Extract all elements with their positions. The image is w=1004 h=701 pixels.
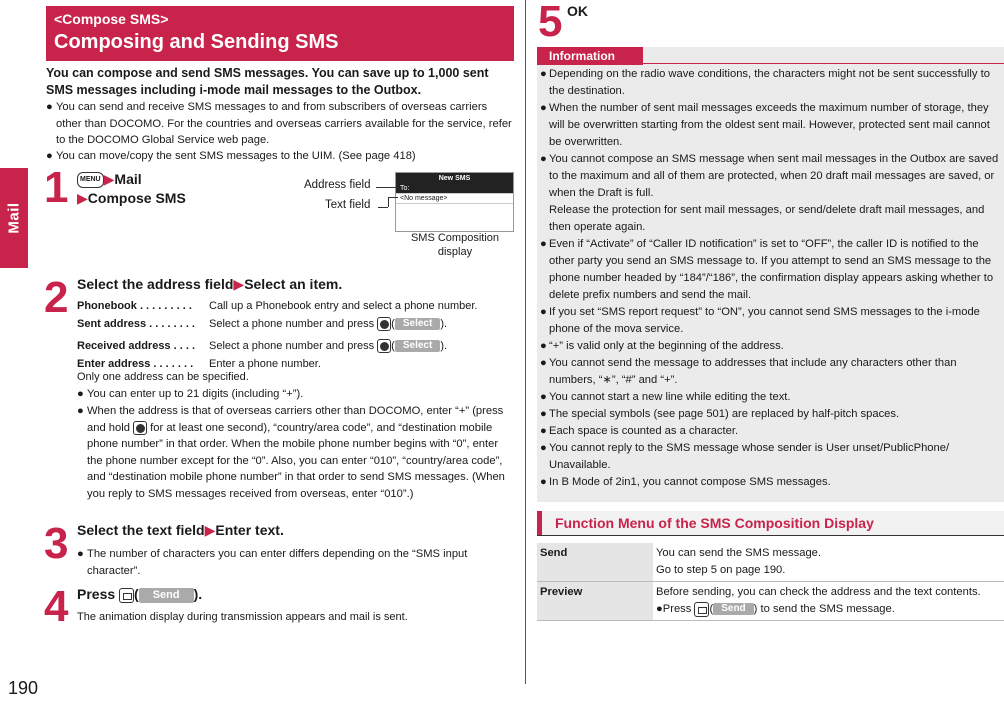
step-4-title-text: Press [77,586,116,602]
step-2-title-b: Select an item. [244,276,343,292]
bullet-icon: ● [540,425,547,437]
bullet-icon: ● [77,388,84,400]
info-item [540,151,1002,236]
intro-bullet [46,148,514,165]
table-row [537,543,1004,582]
information-label: Information [537,47,643,65]
column-divider [525,0,526,684]
address-field[interactable]: To: [396,184,513,194]
step-5-title: OK [567,3,588,19]
bullet-text: The number of characters you can enter differs depending on the “SMS input character”. [87,548,468,577]
info-text: If you set “SMS report request” to “ON”, you cannot send SMS messages to the i-mode phone of the mova service. [549,306,980,335]
info-text: Even if “Activate” of “Caller ID notification” is set to “OFF”, the caller ID is notified to the other party you send an SMS message to. If you attempt to send an SMS message to the phone number headed by “184”/“186”, the confirmation display appears asking whether to delete prefix numbers and send the mail. [549,238,994,301]
info-text: You cannot send the message to addresses that include any characters other than numbers, “∗”, “#” and “+”. [549,357,957,386]
section-subtitle: <Compose SMS> [54,11,169,27]
zero-key-icon [133,421,147,435]
section-tab-label: Mail [5,202,23,234]
menu-key-send: Send [537,543,653,582]
def-leader: . . . . . . . . [146,318,195,330]
def-received-address: Received address . . . . Select a phone number and press ( Select ). [77,340,448,352]
info-item [540,423,1002,440]
def-leader: . . . . . . . [150,358,194,370]
def-phonebook [77,297,477,315]
arrow-icon: ▶ [77,190,88,206]
def-term: Phonebook [77,300,137,312]
info-text: In B Mode of 2in1, you cannot compose SMS messages. [549,476,831,488]
section-tab-mail [0,168,28,268]
bullet-icon: ● [540,476,547,488]
callout-line [376,187,398,188]
info-item [540,406,1002,423]
address-field-label: Address field [304,179,371,191]
def-term: Enter address [77,358,151,370]
menu-desc-text: Before sending, you can check the address and the text contents. [656,586,981,598]
menu-desc-preview: Before sending, you can check the address and the text contents. ●Press ( Send ) to send the SMS message. [653,582,1004,621]
section-title: Composing and Sending SMS [54,31,339,53]
bullet-icon: ● [540,238,547,250]
sms-composition-screen [395,172,514,232]
step-4-title: Press ( Send ). [77,586,203,602]
arrow-icon: ▶ [103,171,115,187]
info-text: “+” is valid only at the beginning of the address. [549,340,784,352]
menu-desc-text: Press [662,603,692,615]
bullet-icon: ● [540,391,547,403]
callout-line [388,197,389,207]
step-2-title-a: Select the address field [77,276,234,292]
mail-key-icon [694,602,709,617]
section-header [46,6,514,61]
select-softkey: Select [395,318,440,330]
step-2-note: Only one address can be specified. [77,371,249,383]
definition-list [77,297,477,373]
bullet-text: When the address is that of overseas carriers other than DOCOMO, enter “+” (press and hold [87,405,504,434]
def-desc: Select a phone number and press [209,318,375,330]
menu-desc-text: Go to step 5 on page 190. [656,564,786,576]
text-field[interactable]: <No message> [396,194,513,204]
step-3-bullet [77,546,514,579]
info-item [540,440,1002,474]
info-item [540,474,1002,491]
bullet-icon: ● [46,101,53,113]
step-number: 2 [44,273,69,322]
bullet-text: for at least one second), “country/area code”, and “destination mobile phone number” in that order. When the mobile phone number begins with “0”, enter the phone number except for the “0”. Also, you can enter “010”, “country/area code”, and “destination mobile phone number” in that order to send SMS messages. (When you reply to SMS messages received from overseas, enter “010”.) [87,421,505,500]
menu-desc-send [653,543,1004,582]
def-term: Sent address [77,318,147,330]
step-number: 1 [44,163,69,212]
center-key-icon [377,339,391,353]
callout-line [378,207,388,208]
step-1-compose: Compose SMS [87,190,186,206]
bullet-icon: ● [77,405,84,417]
info-text: Depending on the radio wave conditions, the characters might not be sent successfully to the destination. [549,68,990,97]
information-list [540,66,1002,491]
text-field-label: Text field [325,199,371,211]
step-1-title [77,170,186,208]
def-desc: Select a phone number and press [209,340,375,352]
arrow-icon: ▶ [233,276,245,292]
info-item [540,338,1002,355]
mail-key-icon [119,588,134,603]
send-softkey: Send [713,603,753,615]
callout-line [388,197,398,198]
screen-caption: SMS Composition display [410,232,500,258]
menu-key-preview: Preview [537,582,653,621]
info-item [540,389,1002,406]
bullet-icon: ● [540,357,547,369]
arrow-icon: ▶ [204,522,216,538]
send-softkey: Send [139,588,194,603]
step-2-bullet [77,403,514,502]
def-leader: . . . . [170,340,196,352]
bullet-icon: ● [540,68,547,80]
menu-desc-text: You can send the SMS message. [656,547,822,559]
info-text: Each space is counted as a character. [549,425,739,437]
intro-text: You can compose and send SMS messages. You can save up to 1,000 sent SMS messages including i-mode mail messages to the Outbox. [46,66,489,97]
bullet-icon: ● [540,153,547,165]
step-number: 5 [538,0,563,46]
step-3-title [77,521,284,540]
select-softkey: Select [395,340,440,352]
info-text: When the number of sent mail messages exceeds the maximum number of storage, they will be overwritten starting from the oldest sent mail. However, protected sent mail cannot be overwritten. [549,102,990,148]
bullet-icon: ● [77,548,84,560]
def-desc: Enter a phone number. [209,358,321,370]
menu-desc-text: to send the SMS message. [760,603,895,615]
page-number: 190 [8,678,39,698]
step-number: 3 [44,519,69,568]
step-4-desc: The animation display during transmission appears and mail is sent. [77,611,408,623]
info-text: You cannot start a new line while editing the text. [549,391,791,403]
info-item [540,304,1002,338]
bullet-icon: ● [540,306,547,318]
step-number: 4 [44,582,69,631]
def-leader: . . . . . . . . . [136,300,192,312]
info-item [540,66,1002,100]
center-key-icon [377,317,391,331]
table-row [537,582,1004,621]
bullet-icon: ● [656,603,663,615]
screen-title: New SMS [396,173,513,184]
step-1-mail: Mail [114,171,142,187]
bullet-icon: ● [540,340,547,352]
function-menu-table [537,543,1004,621]
info-text: You cannot reply to the SMS message whose sender is User unset/PublicPhone/ Unavailable. [549,442,950,471]
intro-bullet [46,99,514,149]
information-rule [539,63,1004,64]
info-item [540,100,1002,151]
function-menu-title: Function Menu of the SMS Composition Display [537,511,1004,535]
info-text: Release the protection for sent mail messages, or send/delete draft mail messages, and then operate again. [549,204,985,233]
step-3-title-a: Select the text field [77,522,205,538]
bullet-icon: ● [540,408,547,420]
bullet-icon: ● [540,102,547,114]
def-term: Received address [77,340,171,352]
bullet-icon: ● [540,442,547,454]
bullet-text: You can send and receive SMS messages to and from subscribers of overseas carriers other than DOCOMO. For the countries and overseas carriers available for the service, refer to the DOCOMO Global Service web page. [56,101,512,146]
menu-key-icon: MENU [77,172,104,188]
function-menu-rule [537,535,1004,536]
bullet-icon: ● [46,150,53,162]
info-item [540,355,1002,389]
bullet-text: You can enter up to 21 digits (including “+”). [87,388,304,400]
bullet-text: You can move/copy the sent SMS messages to the UIM. (See page 418) [56,150,416,162]
def-desc: Call up a Phonebook entry and select a phone number. [209,300,478,312]
def-sent-address: Sent address . . . . . . . . Select a phone number and press ( Select ). [77,318,448,330]
info-text: You cannot compose an SMS message when sent mail messages in the Outbox are saved to the maximum and all of them are protected, when 20 draft mail messages are saved, or when the Draft is full. [549,153,999,199]
info-text: The special symbols (see page 501) are replaced by half-pitch spaces. [549,408,900,420]
step-2-title [77,275,342,294]
step-3-title-b: Enter text. [215,522,284,538]
step-2-bullet [77,386,514,403]
info-item [540,236,1002,304]
